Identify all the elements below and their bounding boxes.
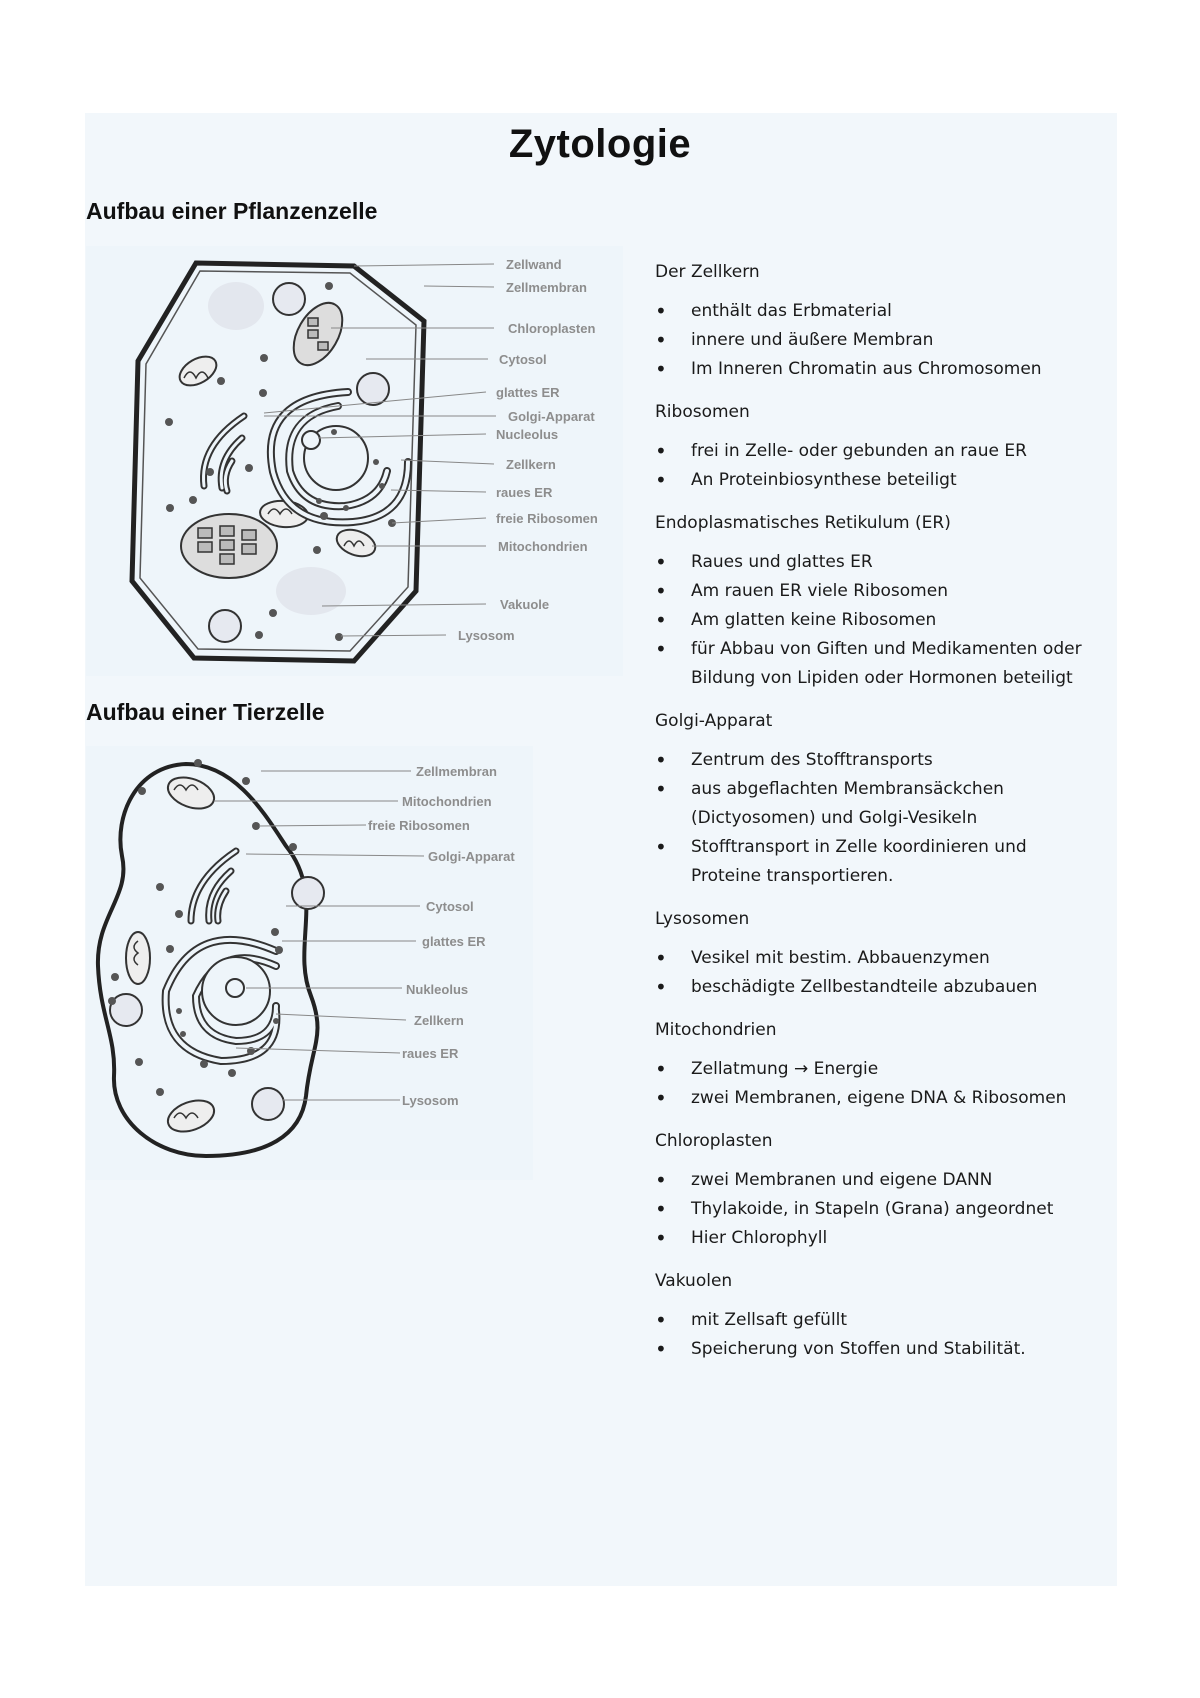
plant-label: Vakuole [500,597,550,612]
plant-label: Zellwand [506,257,562,272]
section-vakuolen [655,1267,1085,1364]
section-mitochondrien [655,1016,1085,1113]
list-item: • enthält das Erbmaterial [655,297,1085,326]
animal-label: Lysosom [402,1093,459,1108]
animal-cell-heading: Aufbau einer Tierzelle [86,699,325,725]
section-lysosomen [655,905,1085,1002]
list-item: • Hier Chlorophyll [655,1224,1085,1253]
list-item: • Stofftransport in Zelle koordinieren und Proteine transportieren. [655,833,1085,891]
list-item: • aus abgeflachten Membransäckchen (Dictyosomen) und Golgi-Vesikeln [655,775,1085,833]
section-heading: Lysosomen [655,909,750,929]
list-item: • An Proteinbiosynthese beteiligt [655,466,1085,495]
section-heading: Mitochondrien [655,1020,777,1040]
list-item: • Vesikel mit bestim. Abbauenzymen [655,944,1085,973]
animal-cell-diagram [86,746,533,1180]
list-item: • Thylakoide, in Stapeln (Grana) angeordnet [655,1195,1085,1224]
animal-label: Zellkern [414,1013,464,1028]
animal-label: Golgi-Apparat [428,849,515,864]
plant-label: Mitochondrien [498,539,588,554]
plant-label: glattes ER [496,385,560,400]
plant-label: Golgi-Apparat [508,409,595,424]
section-zellkern [655,258,1085,384]
list-item: • innere und äußere Membran [655,326,1085,355]
plant-label: Chloroplasten [508,321,596,336]
animal-label: freie Ribosomen [368,818,470,833]
section-heading: Vakuolen [655,1271,733,1291]
section-heading: Der Zellkern [655,262,760,282]
list-item: • Am rauen ER viele Ribosomen [655,577,1085,606]
list-item: • mit Zellsaft gefüllt [655,1306,1085,1335]
animal-label: Zellmembran [416,764,497,779]
animal-label: glattes ER [422,934,486,949]
list-item: • Speicherung von Stoffen und Stabilität. [655,1335,1085,1364]
plant-label: Nucleolus [496,427,559,442]
list-item: • Am glatten keine Ribosomen [655,606,1085,635]
plant-label: Cytosol [499,352,547,367]
list-item: • zwei Membranen und eigene DANN [655,1166,1085,1195]
animal-label: Nukleolus [406,982,469,997]
plant-label: raues ER [496,485,553,500]
list-item: • Zellatmung → Energie [655,1055,1085,1084]
list-item: • Zentrum des Stofftransports [655,746,1085,775]
animal-label: Cytosol [426,899,474,914]
plant-label: freie Ribosomen [496,511,598,526]
list-item: • für Abbau von Giften und Medikamenten oder Bildung von Lipiden oder Hormonen beteiligt [655,635,1085,693]
notes-column [655,258,1085,1378]
section-heading: Chloroplasten [655,1131,773,1151]
plant-label: Zellkern [506,457,556,472]
plant-label: Lysosom [458,628,515,643]
section-heading: Ribosomen [655,402,750,422]
list-item: • frei in Zelle- oder gebunden an raue ER [655,437,1085,466]
list-item: • zwei Membranen, eigene DNA & Ribosomen [655,1084,1085,1113]
animal-label: raues ER [402,1046,459,1061]
list-item: • Im Inneren Chromatin aus Chromosomen [655,355,1085,384]
section-heading: Endoplasmatisches Retikulum (ER) [655,513,951,533]
section-heading: Golgi-Apparat [655,711,773,731]
plant-cell-heading: Aufbau einer Pflanzenzelle [86,198,378,224]
page-title: Zytologie [508,122,692,166]
section-golgi [655,707,1085,891]
section-ribosomen [655,398,1085,495]
section-chloroplasten [655,1127,1085,1253]
plant-cell-diagram [86,246,623,676]
section-er [655,509,1085,693]
plant-label: Zellmembran [506,280,587,295]
animal-label: Mitochondrien [402,794,492,809]
list-item: • beschädigte Zellbestandteile abzubauen [655,973,1085,1002]
list-item: • Raues und glattes ER [655,548,1085,577]
